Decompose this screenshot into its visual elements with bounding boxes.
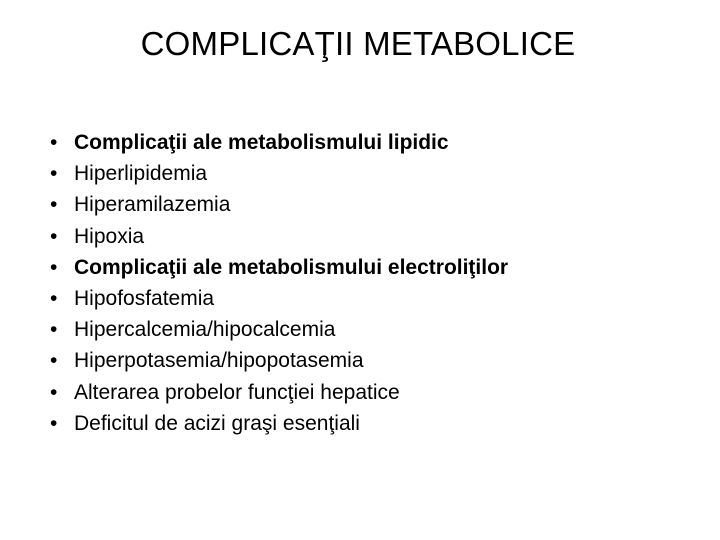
list-item (50, 314, 690, 345)
list-item-text: Complicaţii ale metabolismului electroliţilor (74, 255, 509, 279)
bullet-icon: • (50, 380, 58, 404)
list-item-text: Complicaţii ale metabolismului lipidic (74, 131, 449, 154)
bullet-icon: • (50, 349, 58, 373)
bullet-icon: • (50, 286, 58, 310)
bullet-icon: • (50, 224, 58, 248)
list-item-text: Hipoxia (74, 224, 145, 248)
bullet-icon: • (50, 255, 58, 279)
list-item-text: Alterarea probelor funcţiei hepatice (74, 380, 400, 404)
list-item (50, 158, 690, 189)
bullet-icon: • (50, 193, 58, 217)
list-item (50, 408, 690, 439)
bullet-icon: • (50, 131, 58, 154)
list-item (50, 377, 690, 408)
list-item (50, 345, 690, 376)
list-item-text: Hiperlipidemia (74, 162, 208, 186)
list-item-text: Hiperamilazemia (74, 193, 231, 217)
bullet-icon: • (50, 162, 58, 186)
list-item-text: Hipofosfatemia (74, 286, 215, 310)
bullet-list (50, 127, 690, 439)
slide-title: COMPLICAŢII METABOLICE (140, 25, 576, 62)
list-item-text: Deficitul de acizi graşi esenţiali (74, 411, 360, 435)
list-item (50, 252, 690, 283)
bullet-icon: • (50, 411, 58, 435)
list-item (50, 221, 690, 252)
list-item (50, 283, 690, 314)
bullet-icon: • (50, 318, 58, 342)
list-item (50, 127, 690, 158)
list-item (50, 189, 690, 220)
list-item-text: Hiperpotasemia/hipopotasemia (74, 349, 364, 373)
list-item-text: Hipercalcemia/hipocalcemia (74, 318, 336, 342)
